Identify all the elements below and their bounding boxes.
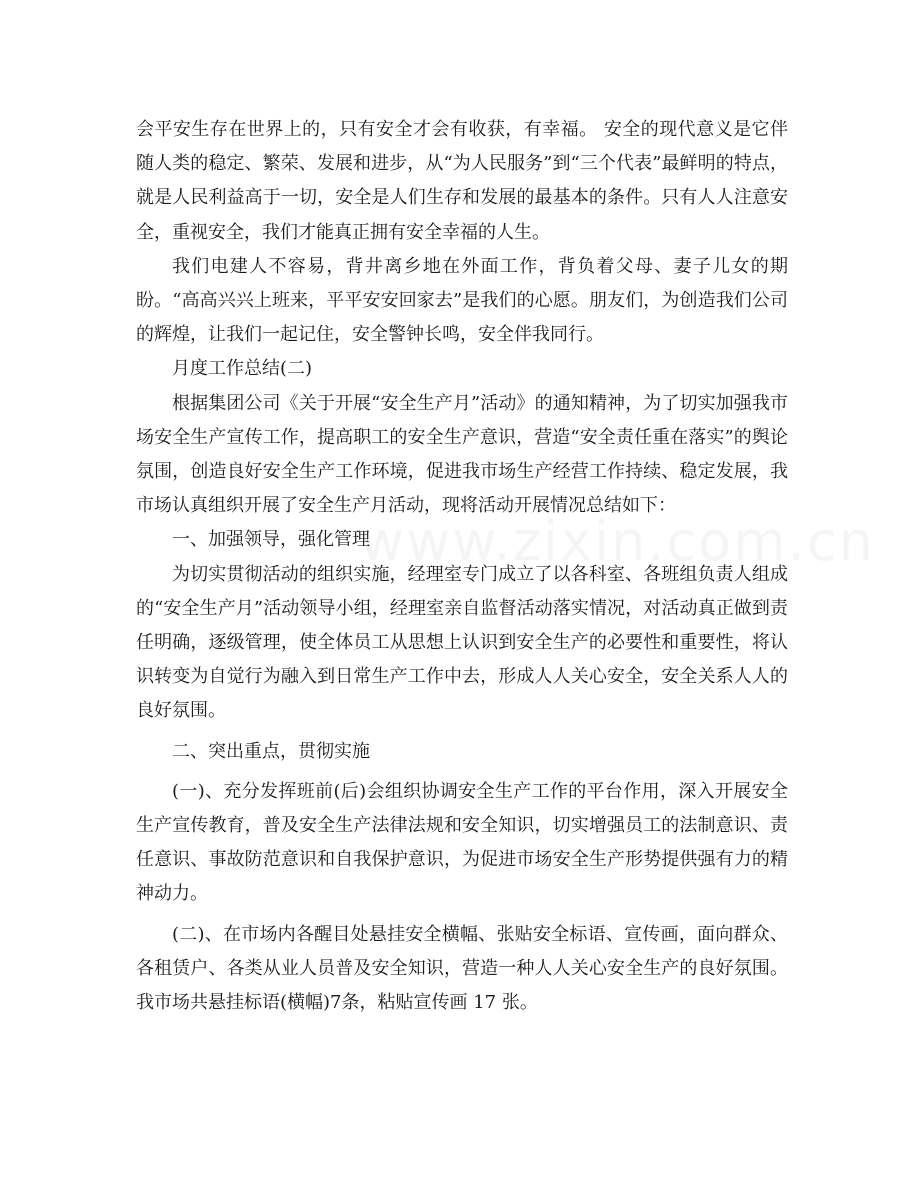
paragraph: 我们电建人不容易，背井离乡地在外面工作，背负着父母、妻子儿女的期盼。“高高兴兴上班来，平平安安回家去”是我们的心愿。朋友们，为创造我们公司的辉煌，让我们一起记住，安全警钟长鸣，安全伴我同行。 [136, 255, 788, 346]
section-heading: 一、加强领导，强化管理 [172, 529, 370, 551]
paragraph: (二)、在市场内各醒目处悬挂安全横幅、张贴安全标语、宣传画，面向群众、各租赁户、各类从业人员普及安全知识，营造一种人人关心安全生产的良好氛围。我市场共悬挂标语(横幅)7条，粘贴宣传画 17 张。 [136, 923, 788, 1014]
paragraph: (一)、充分发挥班前(后)会组织协调安全生产工作的平台作用，深入开展安全生产宣传教育，普及安全生产法律法规和安全知识，切实增强员工的法制意识、责任意识、事故防范意识和自我保护意识，为促进市场安全生产形势提供强有力的精神动力。 [136, 780, 788, 905]
section-heading: 二、突出重点，贯彻实施 [172, 740, 370, 762]
paragraph: 为切实贯彻活动的组织实施，经理室专门成立了以各科室、各班组负责人组成的“安全生产月”活动领导小组，经理室亲自监督活动落实情况，对活动真正做到责任明确，逐级管理，使全体员工从思想上认识到安全生产的必要性和重要性，将认识转变为自觉行为融入到日常生产工作中去，形成人人关心安全，安全关系人人的良好氛围。 [136, 563, 788, 722]
document-body [136, 113, 788, 1020]
paragraph: 根据集团公司《关于开展“安全生产月”活动》的通知精神，为了切实加强我市场安全生产宣传工作，提高职工的安全生产意识，营造“安全责任重在落实”的舆论氛围，创造良好安全生产工作环境，促进我市场生产经营工作持续、稳定发展，我市场认真组织开展了安全生产月活动，现将活动开展情况总结如下： [136, 392, 788, 517]
section-title: 月度工作总结(二) [172, 358, 313, 380]
paragraph-continued: 会平安生存在世界上的，只有安全才会有收获，有幸福。 安全的现代意义是它伴随人类的稳定、繁荣、发展和进步，从“为人民服务”到“三个代表”最鲜明的特点，就是人民利益高于一切，安全是人们生存和发展的最基本的条件。只有人人注意安全，重视安全，我们才能真正拥有安全幸福的人生。 [136, 119, 788, 243]
